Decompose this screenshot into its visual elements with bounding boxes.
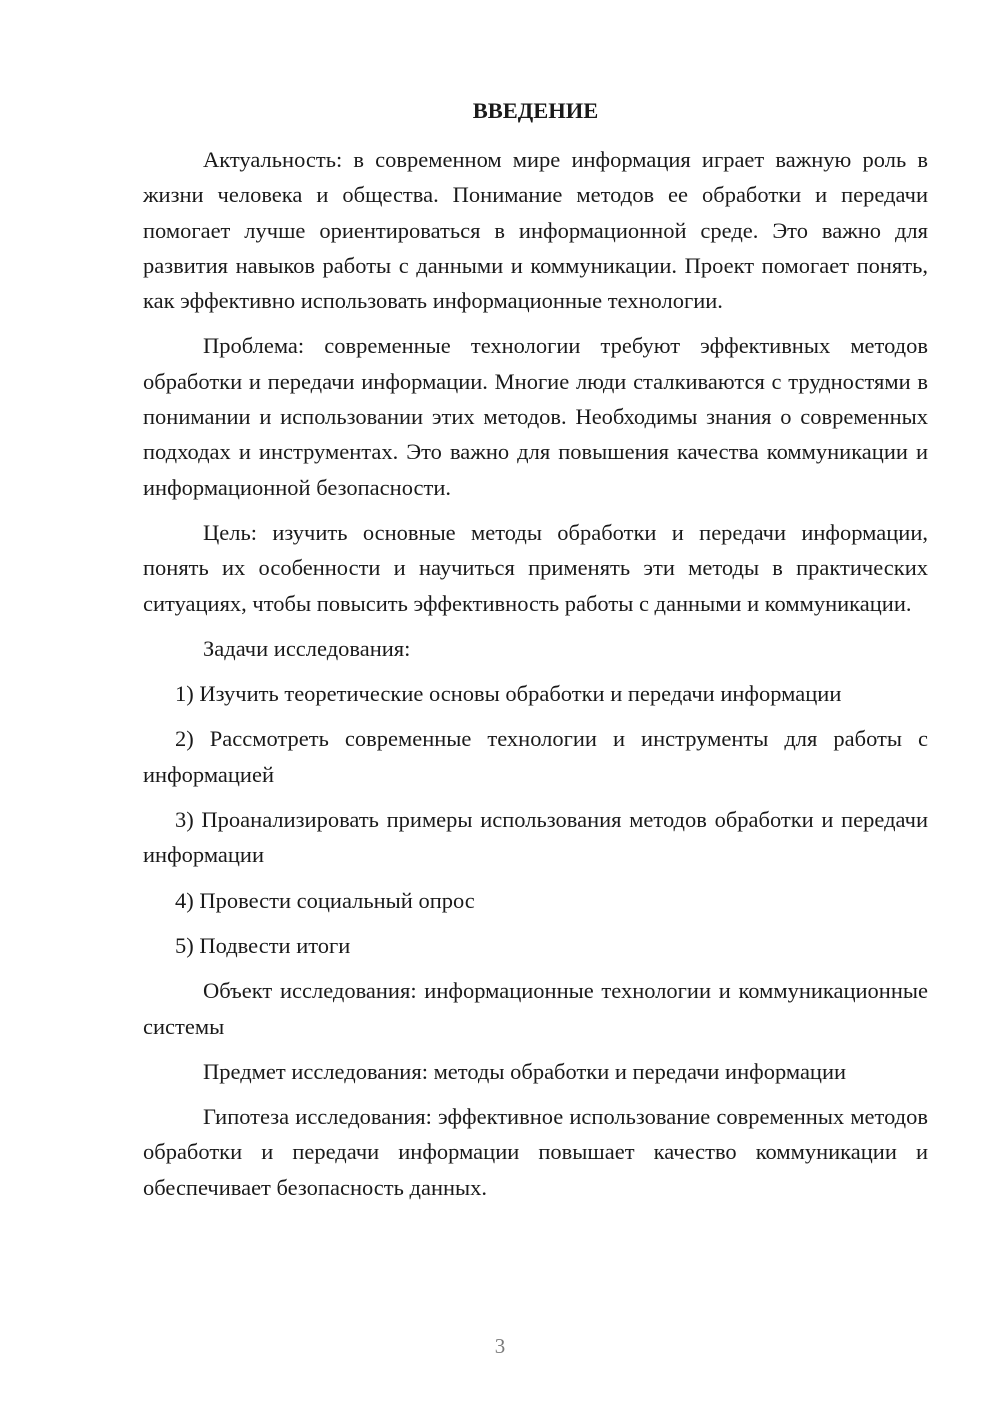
section-title: ВВЕДЕНИЕ (472, 98, 599, 123)
task-item-4: 4) Провести социальный опрос (175, 887, 475, 913)
task-item-1: 1) Изучить теоретические основы обработки и передачи информации (175, 681, 842, 707)
document-page (143, 96, 928, 1205)
paragraph-relevance: Актуальность: в современном мире информация играет важную роль в жизни человека и общества. Понимание методов ее обработки и передачи помогает лучше ориентироваться в информационной среде. Это важно для развития навыков работы с данными и коммуникации. Проект помогает понять, как эффективно использовать информационные технологии. (143, 147, 928, 314)
paragraph-problem: Проблема: современные технологии требуют эффективных методов обработки и передачи информации. Многие люди сталкиваются с трудностями в понимании и использовании этих методов. Необходимы знания о современных подходах и инструментах. Это важно для повышения качества коммуникации и информационной безопасности. (143, 333, 928, 500)
paragraph-tasks-heading: Задачи исследования: (203, 635, 411, 661)
page-number: 3 (494, 1334, 506, 1358)
paragraph-goal: Цель: изучить основные методы обработки и передачи информации, понять их особенности и научиться применять эти методы в практических ситуациях, чтобы повысить эффективность работы с данными и коммуникации. (143, 519, 928, 616)
paragraph-object: Объект исследования: информационные технологии и коммуникационные системы (143, 978, 928, 1039)
paragraph-subject: Предмет исследования: методы обработки и передачи информации (203, 1058, 847, 1084)
paragraph-hypothesis: Гипотеза исследования: эффективное использование современных методов обработки и передачи информации повышает качество коммуникации и обеспечивает безопасность данных. (143, 1104, 928, 1200)
task-item-5: 5) Подвести итоги (175, 932, 351, 958)
task-item-3: 3) Проанализировать примеры использования методов обработки и передачи информации (143, 807, 928, 868)
task-item-2: 2) Рассмотреть современные технологии и инструменты для работы с информацией (143, 726, 928, 787)
